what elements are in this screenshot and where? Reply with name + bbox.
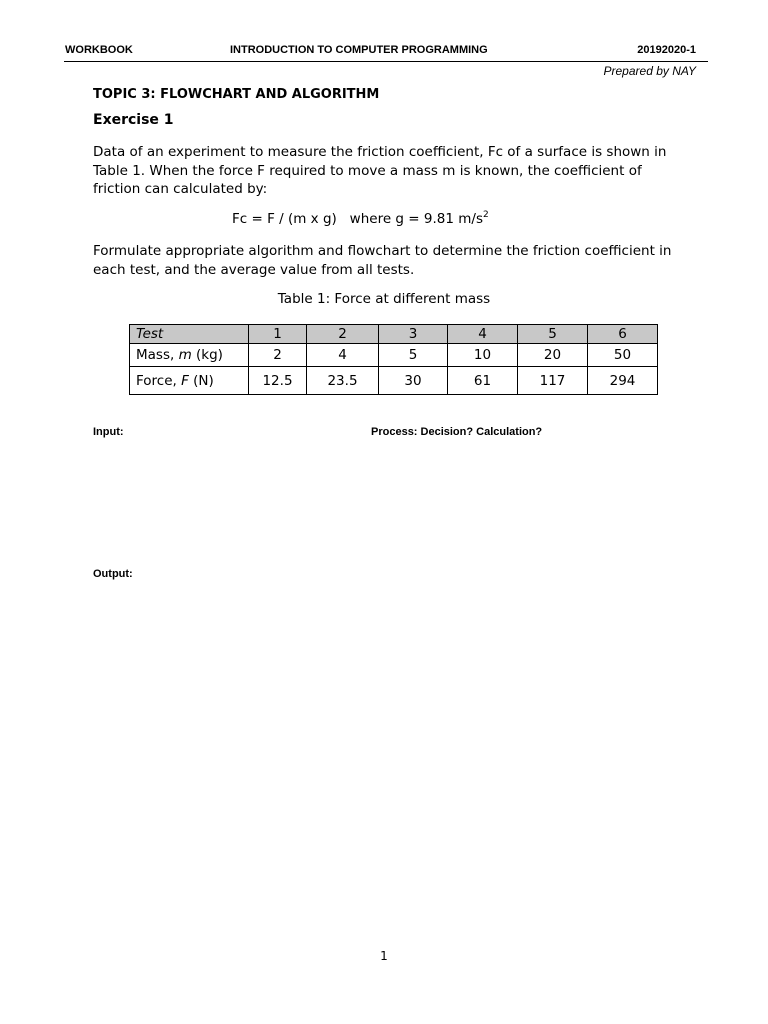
header-rule [64,61,708,62]
table-header-row [130,325,658,344]
force-mass-table [129,324,658,395]
test-number-cell: 2 [307,325,379,344]
mass-value-cell: 4 [307,344,379,367]
table-caption: Table 1: Force at different mass [277,291,491,307]
process-label: Process: Decision? Calculation? [371,426,543,438]
mass-label-cell: Mass, m (kg) [130,344,249,367]
test-number-cell: 4 [448,325,518,344]
page-number: 1 [380,949,388,963]
force-value-cell: 30 [379,367,448,395]
mass-value-cell: 50 [588,344,658,367]
topic-title: TOPIC 3: FLOWCHART AND ALGORITHM [93,87,380,102]
force-value-cell: 23.5 [307,367,379,395]
force-label-cell: Force, F (N) [130,367,249,395]
exercise-title: Exercise 1 [93,112,174,128]
formula-superscript: 2 [482,210,489,220]
mass-row [130,344,658,367]
force-row [130,367,658,395]
friction-formula [232,211,489,227]
force-value-cell: 12.5 [249,367,307,395]
test-number-cell: 3 [379,325,448,344]
mass-value-cell: 10 [448,344,518,367]
force-value-cell: 294 [588,367,658,395]
mass-value-cell: 2 [249,344,307,367]
test-number-cell: 6 [588,325,658,344]
force-value-cell: 61 [448,367,518,395]
header-course-title: INTRODUCTION TO COMPUTER PROGRAMMING [230,44,488,56]
test-number-cell: 5 [518,325,588,344]
force-value-cell: 117 [518,367,588,395]
input-label: Input: [93,426,124,438]
mass-value-cell: 20 [518,344,588,367]
test-header-cell: Test [130,325,249,344]
output-label: Output: [93,568,133,580]
header-workbook: WORKBOOK [65,44,133,56]
formula-text: Fc = F / (m x g) where g = 9.81 m/s [232,211,483,227]
task-paragraph: Formulate appropriate algorithm and flowchart to determine the friction coefficient in each test, and the average value from all tests. [93,243,672,278]
prepared-by: Prepared by NAY [603,64,696,78]
problem-paragraph: Data of an experiment to measure the friction coefficient, Fc of a surface is shown in Table 1. When the force F required to move a mass m is known, the coefficient of friction can calculated by: [93,144,667,197]
header-session: 20192020-1 [637,44,696,56]
test-number-cell: 1 [249,325,307,344]
mass-value-cell: 5 [379,344,448,367]
